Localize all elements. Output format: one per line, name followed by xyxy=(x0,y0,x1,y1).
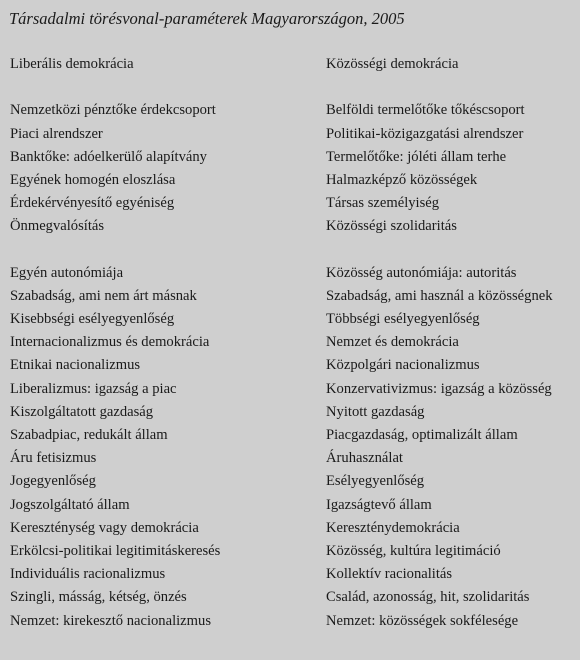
list-item: Esélyegyenlőség xyxy=(326,473,425,490)
list-item: Jogegyenlőség xyxy=(10,473,96,490)
left-column xyxy=(10,53,220,633)
list-item: Önmegvalósítás xyxy=(10,218,105,235)
list-item: Többségi esélyegyenlőség xyxy=(326,311,480,328)
page-title: Társadalmi törésvonal-paraméterek Magyarországon, 2005 xyxy=(9,9,405,28)
spacer xyxy=(326,76,553,99)
list-item: Belföldi termelőtőke tőkéscsoport xyxy=(326,102,525,119)
list-item: Kiszolgáltatott gazdaság xyxy=(10,403,154,420)
spacer xyxy=(10,239,220,262)
list-item: Halmazképző közösségek xyxy=(326,171,478,188)
list-item: Egyén autonómiája xyxy=(10,264,124,281)
list-item: Áru fetisizmus xyxy=(10,450,97,467)
list-item: Termelőtőke: jóléti állam terhe xyxy=(326,148,507,165)
list-item: Közpolgári nacionalizmus xyxy=(326,357,480,374)
list-item: Konzervativizmus: igazság a közösség xyxy=(326,380,552,397)
list-item: Piaci alrendszer xyxy=(10,125,103,142)
list-item: Internacionalizmus és demokrácia xyxy=(10,334,210,351)
list-item: Etnikai nacionalizmus xyxy=(10,357,141,374)
list-item: Individuális racionalizmus xyxy=(10,566,166,583)
right-group-1 xyxy=(326,99,553,238)
list-item: Nemzetközi pénztőke érdekcsoport xyxy=(10,102,216,119)
list-item: Közösség autonómiája: autoritás xyxy=(326,264,517,281)
column-header: Közösségi demokrácia xyxy=(326,56,459,72)
list-item: Érdekérvényesítő egyéniség xyxy=(10,195,175,212)
column-header: Liberális demokrácia xyxy=(10,56,134,72)
list-item: Nemzet: kirekesztő nacionalizmus xyxy=(10,612,211,629)
spacer xyxy=(10,76,220,99)
list-item: Banktőke: adóelkerülő alapítvány xyxy=(10,148,207,165)
right-group-2 xyxy=(326,262,553,633)
list-item: Közösségi szolidaritás xyxy=(326,218,457,235)
list-item: Szabadság, ami nem árt másnak xyxy=(10,287,197,304)
list-item: Közösség, kultúra legitimáció xyxy=(326,542,501,559)
list-item: Nemzet: közösségek sokfélesége xyxy=(326,612,519,629)
list-item: Kollektív racionalitás xyxy=(326,566,453,583)
list-item: Kereszténység vagy demokrácia xyxy=(10,519,199,536)
list-item: Erkölcsi-politikai legitimitáskeresés xyxy=(10,542,221,559)
list-item: Liberalizmus: igazság a piac xyxy=(10,380,177,397)
list-item: Piacgazdaság, optimalizált állam xyxy=(326,427,518,443)
left-group-1 xyxy=(10,99,220,238)
list-item: Kereszténydemokrácia xyxy=(326,519,460,536)
list-item: Áruhasználat xyxy=(326,450,403,467)
right-column xyxy=(326,53,553,633)
list-item: Kisebbségi esélyegyenlőség xyxy=(10,311,175,328)
list-item: Szabadpiac, redukált állam xyxy=(10,427,168,443)
list-item: Nyitott gazdaság xyxy=(326,403,425,420)
list-item: Jogszolgáltató állam xyxy=(10,496,130,513)
list-item: Szabadság, ami használ a közösségnek xyxy=(326,287,553,304)
list-item: Nemzet és demokrácia xyxy=(326,334,459,351)
spacer xyxy=(326,239,553,262)
list-item: Szingli, másság, kétség, önzés xyxy=(10,589,187,606)
list-item: Társas személyiség xyxy=(326,195,440,212)
list-item: Család, azonosság, hit, szolidaritás xyxy=(326,589,530,606)
list-item: Egyének homogén eloszlása xyxy=(10,171,176,188)
list-item: Politikai-közigazgatási alrendszer xyxy=(326,125,524,142)
left-group-2 xyxy=(10,262,220,633)
list-item: Igazságtevő állam xyxy=(326,496,432,513)
